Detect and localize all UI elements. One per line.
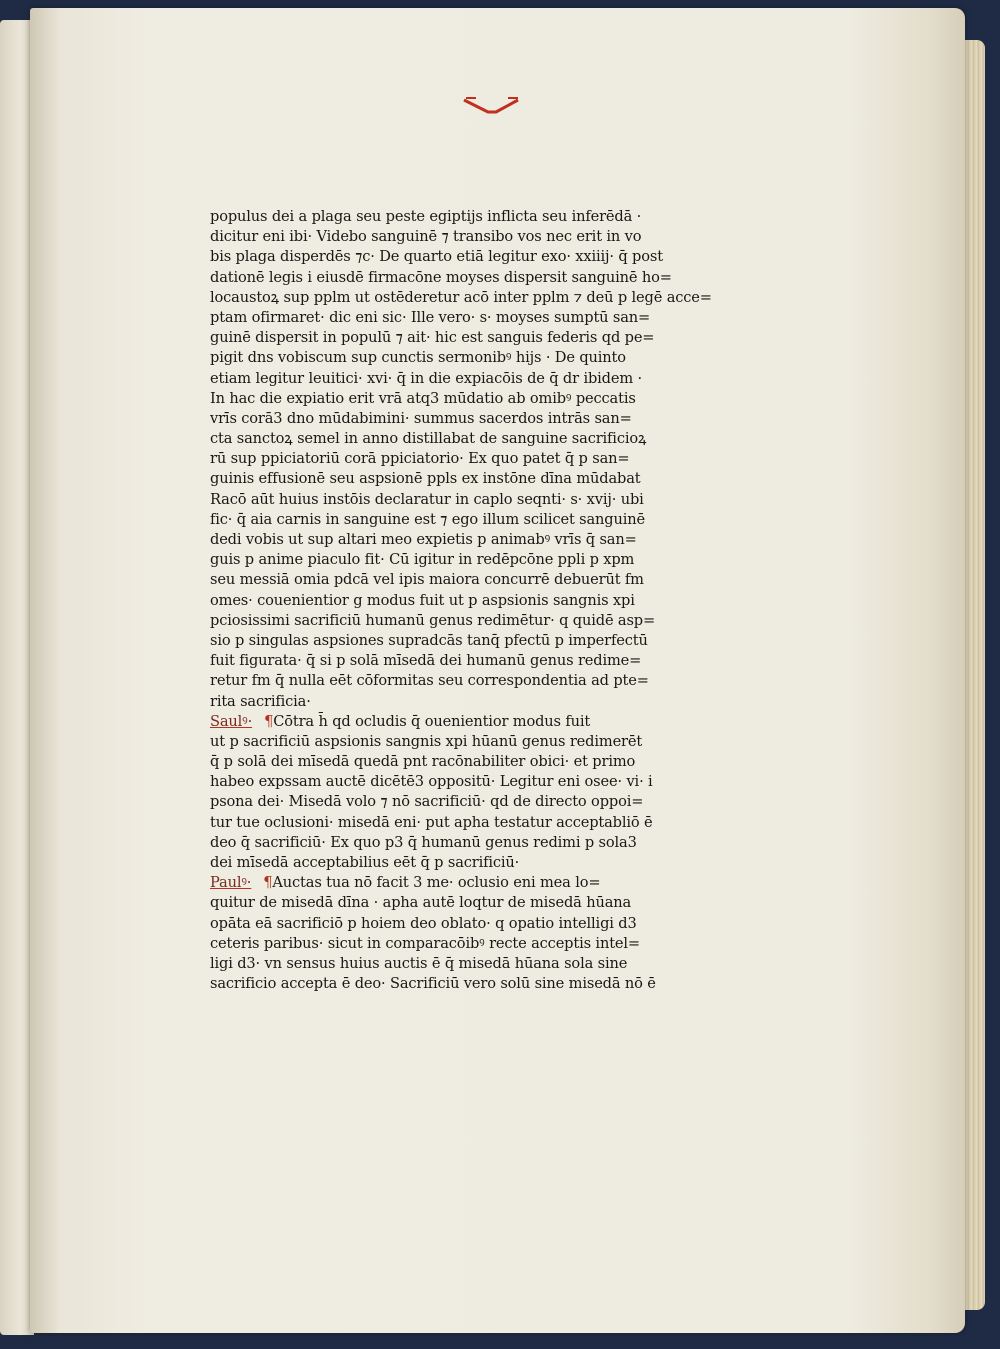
- text-line: psona dei· Misedā volo ⁊ nō sacrificiū· qd de directo oppoi=: [210, 793, 644, 811]
- text-line: sacrificio accepta ē deo· Sacrificiū vero solū sine misedā nō ē: [210, 975, 656, 993]
- paul-section-first-line: [210, 873, 755, 893]
- text-line: In hac die expiatio erit vrā atq3 mūdatio ab omibꝰ peccatis: [210, 389, 636, 407]
- text-line: ptam ofirmaret· dic eni sic· Ille vero· s· moyses sumptū san=: [210, 308, 651, 326]
- facing-page-edge: [0, 20, 34, 1335]
- text-line: q̄ p solā dei mīsedā quedā pnt racōnabiliter obici· et primo: [210, 753, 636, 771]
- text-line: dicitur eni ibi· Videbo sanguinē ⁊ transibo vos nec erit in vo: [210, 228, 642, 246]
- text-line: ligi d3· vn sensus huius auctis ē q̄ misedā hūana sola sine: [210, 954, 628, 972]
- text-line: pigit dns vobiscum sup cunctis sermonibꝰ hijs · De quinto: [210, 349, 626, 367]
- text-line: bis plaga disperdēs ⁊c· De quarto etiā legitur exo· xxiiij· q̄ post: [210, 248, 663, 266]
- paragraph-mark-icon: ¶: [263, 874, 273, 892]
- text-line: locaustoꝝ sup pplm ut ostēderetur acō inter pplm ⁊ deū p legē acce=: [210, 288, 712, 306]
- text-line: Auctas tua nō facit 3 me· oclusio eni mea lo=: [272, 874, 601, 892]
- text-line: guis p anime piaculo fit· Cū igitur in redēpcōne ppli p xpm: [210, 551, 635, 569]
- text-line: sio p singulas aspsiones supradcās tanq̄ pfectū p imperfectū: [210, 631, 648, 649]
- text-line: fuit figurata· q̄ si p solā mīsedā dei humanū genus redime=: [210, 652, 642, 670]
- text-line: rita sacrificia·: [210, 692, 311, 710]
- text-line: tur tue oclusioni· misedā eni· put apha testatur acceptabliō ē: [210, 813, 653, 831]
- text-line: guinis effusionē seu aspsionē ppls ex instōne dīna mūdabat: [210, 470, 641, 488]
- text-line: guinē dispersit in populū ⁊ ait· hic est sanguis federis qd pe=: [210, 329, 655, 347]
- text-line: dationē legis i eiusdē firmacōne moyses dispersit sanguinē ho=: [210, 268, 672, 286]
- text-line: omes· couenientior g modus fuit ut p aspsionis sangnis xpi: [210, 591, 635, 609]
- saul-section-first-line: [210, 712, 755, 732]
- text-line: dedi vobis ut sup altari meo expietis p animabꝰ vrīs q̄ san=: [210, 531, 637, 548]
- text-line: cta sanctoꝝ semel in anno distillabat de sanguine sacrificioꝝ: [210, 430, 647, 448]
- text-line: rū sup ppiciatoriū corā ppiciatorio· Ex quo patet q̄ p san=: [210, 450, 630, 468]
- text-line: vrīs corā3 dno mūdabimini· summus sacerdos intrās san=: [210, 409, 632, 427]
- text-line: opāta eā sacrificiō p hoiem deo oblato· q opatio intelligi d3: [210, 914, 637, 932]
- saul-marker: Saulꝰ·: [210, 712, 253, 730]
- text-line: pciosissimi sacrificiū humanū genus redimētur· q quidē asp=: [210, 611, 656, 629]
- text-line: quitur de misedā dīna · apha autē loqtur de misedā hūana: [210, 894, 632, 912]
- text-line: populus dei a plaga seu peste egiptijs inflicta seu inferēdā ·: [210, 208, 642, 225]
- text-line: retur fm q̄ nulla eēt cōformitas seu correspondentia ad pte=: [210, 672, 649, 690]
- text-line: ut p sacrificiū aspsionis sangnis xpi hūanū genus redimerēt: [210, 732, 643, 750]
- text-line: dei mīsedā acceptabilius eēt q̄ p sacrificiū·: [210, 854, 520, 871]
- text-line: Cōtra h̄ qd ocludis q̄ ouenientior modus fuit: [273, 712, 591, 730]
- paul-marker: Paulꝰ·: [210, 874, 252, 892]
- text-line: habeo expssam auctē dicētē3 oppositū· Legitur eni osee· vi· i: [210, 773, 653, 791]
- text-line: etiam legitur leuitici· xvi· q̄ in die expiacōis de q̄ dr ibidem ·: [210, 369, 643, 387]
- text-line: deo q̄ sacrificiū· Ex quo p3 q̄ humanū genus redimi p sola3: [210, 833, 637, 851]
- text-line: ceteris paribus· sicut in comparacōibꝰ recte acceptis intel=: [210, 934, 640, 952]
- quire-signature-mark: [462, 92, 520, 118]
- quire-signature-text: [462, 92, 463, 93]
- paragraph-mark-icon: ¶: [264, 712, 274, 730]
- main-text-column: [210, 207, 755, 994]
- text-line: seu messiā omia pdcā vel ipis maiora concurrē debuerūt fm: [210, 571, 644, 589]
- text-line: Racō aūt huius instōis declaratur in caplo seqnti· s· xvij· ubi: [210, 490, 644, 508]
- text-line: fic· q̄ aia carnis in sanguine est ⁊ ego illum scilicet sanguinē: [210, 510, 645, 528]
